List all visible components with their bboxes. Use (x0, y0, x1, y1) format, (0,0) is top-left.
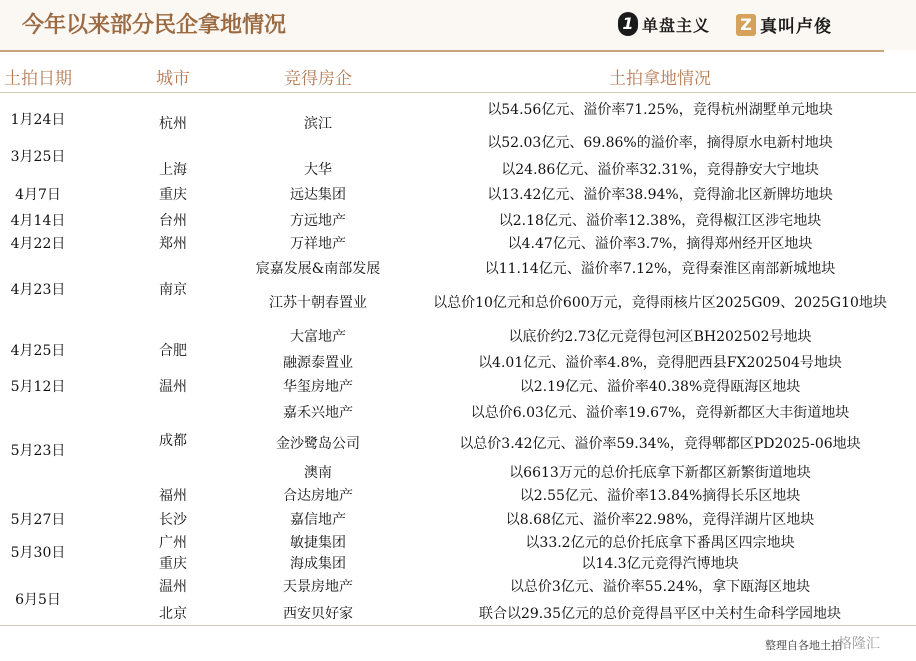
company-cell: 华玺房地产 (283, 379, 353, 395)
zhenjiao-logo-icon: Z (736, 14, 756, 36)
detail-cell: 以54.56亿元、溢价率71.25%，竞得杭州湖墅单元地块 (487, 102, 833, 118)
company-cell: 宸嘉发展&南部发展 (255, 261, 381, 277)
city-cell: 福州 (159, 488, 187, 504)
company-cell: 澳南 (304, 465, 332, 481)
zhenjiao-logo-text: 真叫卢俊 (760, 17, 832, 37)
city-cell: 合肥 (159, 343, 187, 359)
watermark: 格隆汇 (838, 636, 880, 652)
detail-cell: 以2.55亿元、溢价率13.84%摘得长乐区地块 (519, 488, 801, 504)
company-cell: 嘉禾兴地产 (283, 405, 353, 421)
city-cell: 上海 (159, 162, 187, 178)
date-cell: 5月12日 (10, 379, 66, 395)
date-cell: 4月22日 (10, 236, 66, 252)
city-cell: 南京 (159, 282, 187, 298)
header-city: 城市 (156, 69, 190, 89)
company-cell: 滨江 (304, 116, 332, 132)
detail-cell: 以2.18亿元、溢价率12.38%，竞得椒江区涉宅地块 (498, 213, 822, 229)
detail-cell: 以总价3亿元、溢价率55.24%，拿下瓯海区地块 (509, 579, 811, 595)
detail-cell: 以11.14亿元、溢价率7.12%，竞得秦淮区南部新城地块 (484, 261, 836, 277)
city-cell: 温州 (159, 579, 187, 595)
source-note: 整理自各地土拍 (765, 639, 842, 652)
header-company: 竞得房企 (284, 69, 352, 89)
logo-zhenjiao (736, 12, 832, 37)
detail-cell: 以2.19亿元、溢价率40.38%竞得瓯海区地块 (519, 379, 801, 395)
city-cell: 台州 (159, 213, 187, 229)
company-cell: 西安贝好家 (283, 606, 353, 622)
title-divider (0, 50, 884, 52)
company-cell: 金沙鹭岛公司 (276, 436, 360, 452)
city-cell: 成都 (159, 433, 187, 449)
date-cell: 4月7日 (15, 187, 61, 203)
date-cell: 5月23日 (10, 443, 66, 459)
header-date: 土拍日期 (4, 69, 72, 89)
city-cell: 温州 (159, 379, 187, 395)
company-cell: 方远地产 (290, 213, 346, 229)
city-cell: 重庆 (159, 556, 187, 572)
detail-cell: 以14.3亿元竞得汽博地块 (581, 556, 739, 572)
company-cell: 海成集团 (290, 556, 346, 572)
company-cell: 大富地产 (290, 329, 346, 345)
detail-cell: 以总价3.42亿元、溢价率59.34%，竞得郫都区PD2025-06地块 (459, 436, 861, 452)
city-cell: 广州 (159, 535, 187, 551)
city-cell: 杭州 (159, 116, 187, 132)
company-cell: 大华 (304, 162, 332, 178)
detail-cell: 联合以29.35亿元的总价竞得昌平区中关村生命科学园地块 (478, 606, 842, 622)
company-cell: 合达房地产 (283, 488, 353, 504)
danpan-logo-text: 单盘主义 (642, 15, 711, 35)
danpan-logo-icon: 1 (618, 12, 638, 36)
company-cell: 天景房地产 (283, 579, 353, 595)
date-cell: 6月5日 (15, 592, 61, 608)
detail-cell: 以底价约2.73亿元竞得包河区BH202502号地块 (508, 329, 812, 345)
city-cell: 重庆 (159, 187, 187, 203)
city-cell: 长沙 (159, 512, 187, 528)
page-title: 今年以来部分民企拿地情况 (22, 12, 287, 38)
header-detail: 土拍拿地情况 (609, 69, 711, 89)
footer-divider (0, 625, 916, 626)
date-cell: 5月27日 (10, 512, 66, 528)
detail-cell: 以52.03亿元、69.86%的溢价率，摘得原水电新村地块 (487, 135, 833, 151)
detail-cell: 以13.42亿元、溢价率38.94%，竞得渝北区新牌坊地块 (487, 187, 833, 203)
date-cell: 4月14日 (10, 213, 66, 229)
date-cell: 4月25日 (10, 343, 66, 359)
city-cell: 北京 (159, 606, 187, 622)
detail-cell: 以33.2亿元的总价托底拿下番禺区四宗地块 (525, 535, 795, 551)
city-cell: 郑州 (159, 236, 187, 252)
detail-cell: 以6613万元的总价托底拿下新都区新繁街道地块 (509, 465, 811, 481)
detail-cell: 以8.68亿元、溢价率22.98%，竞得洋湖片区地块 (505, 512, 815, 528)
detail-cell: 以4.01亿元、溢价率4.8%，竞得肥西县FX202504号地块 (478, 355, 842, 371)
company-cell: 江苏十朝春置业 (269, 295, 367, 311)
date-cell: 1月24日 (10, 112, 66, 128)
company-cell: 敏捷集团 (290, 535, 346, 551)
company-cell: 融源泰置业 (283, 355, 353, 371)
header-divider (0, 92, 916, 93)
date-cell: 3月25日 (10, 149, 66, 165)
detail-cell: 以总价10亿元和总价600万元，竞得雨核片区2025G09、2025G10地块 (433, 295, 887, 311)
logo-danpan (618, 12, 710, 36)
detail-cell: 以总价6.03亿元、溢价率19.67%，竞得新都区大丰街道地块 (470, 405, 850, 421)
company-cell: 远达集团 (290, 187, 346, 203)
detail-cell: 以4.47亿元、溢价率3.7%，摘得郑州经开区地块 (507, 236, 813, 252)
date-cell: 5月30日 (10, 545, 66, 561)
company-cell: 嘉信地产 (290, 512, 346, 528)
detail-cell: 以24.86亿元、溢价率32.31%，竞得静安大宁地块 (501, 162, 819, 178)
company-cell: 万祥地产 (290, 236, 346, 252)
date-cell: 4月23日 (10, 282, 66, 298)
